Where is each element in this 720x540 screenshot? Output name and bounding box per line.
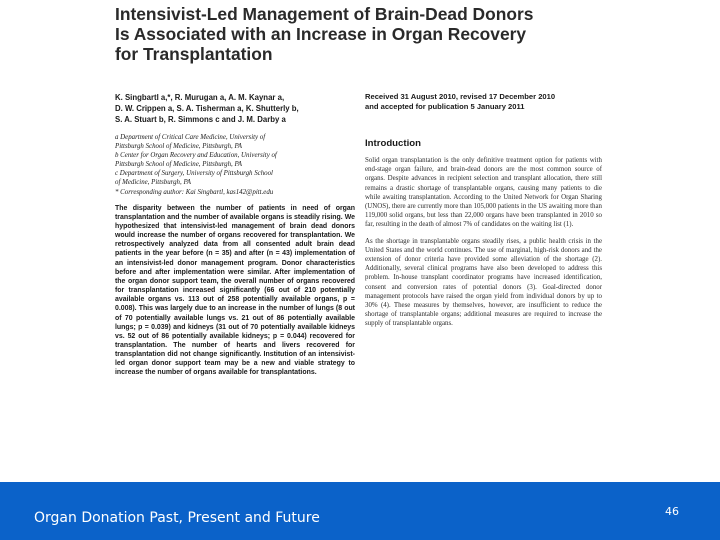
title-line: Is Associated with an Increase in Organ Recovery <box>115 24 527 44</box>
author-list <box>115 92 355 125</box>
author-line: K. Singbartl a,*, R. Murugan a, A. M. Kaynar a, <box>115 93 285 102</box>
introduction-heading: Introduction <box>365 138 421 149</box>
footer-title: Organ Donation Past, Present and Future <box>34 510 320 526</box>
author-line: S. A. Stuart b, R. Simmons c and J. M. Darby a <box>115 115 286 124</box>
affiliation-line: of Medicine, Pittsburgh, PA <box>115 179 191 187</box>
author-line: D. W. Crippen a, S. A. Tisherman a, K. Shutterly b, <box>115 104 299 113</box>
paper-title <box>115 4 595 64</box>
received-dates <box>365 92 602 112</box>
paper-scan <box>108 0 602 482</box>
affiliation-line: Pittsburgh School of Medicine, Pittsburgh, PA <box>115 143 243 151</box>
affiliation-line: a Department of Critical Care Medicine, University of <box>115 134 266 141</box>
affiliations <box>115 133 355 197</box>
title-line: Intensivist-Led Management of Brain-Dead Donors <box>115 4 534 24</box>
affiliation-line: b Center for Organ Recovery and Education, University of <box>115 152 277 160</box>
affiliation-line: * Corresponding author: Kai Singbartl, kas142@pitt.edu <box>115 188 274 196</box>
title-line: for Transplantation <box>115 44 273 64</box>
intro-paragraph: Solid organ transplantation is the only definitive treatment option for patients with end-stage organ failure, and brain-dead donors are the most common source of organs. Despite advances in recipient selection and transplant allocation, there still remains a drastic shortage of transplantable organs, causing many patients to die while awaiting transplantation. According to the United Network for Organ Sharing (UNOS), there are currently more than 105,000 patients in the US awaiting more than 119,000 solid organs, but less than 22,000 organs have been transplanted in 2010 so far, resulting in the death of almost 7% of candidates on the waiting list (1). <box>365 157 602 229</box>
slide-footer <box>0 482 720 540</box>
received-line: Received 31 August 2010, revised 17 December 2010 <box>365 92 556 101</box>
affiliation-line: Pittsburgh School of Medicine, Pittsburgh, PA <box>115 161 243 169</box>
left-column <box>115 92 355 378</box>
slide-number: 46 <box>665 505 679 518</box>
right-column <box>365 92 602 336</box>
intro-paragraph: As the shortage in transplantable organs steadily rises, a public health crisis in the United States and the world continues. The use of marginal, high-risk donors and the extension of donor criteria have provided some alleviation of the shortage (2). Additionally, several clinical programs have also been developed to address this problem. In-house transplant coordinator programs have increased identification, consent and conversion rates of potential donors (3). Goal-directed donor management protocols have raised the organ yield from individual donors by up to 30% (4). These measures by themselves, however, are insufficient to reduce the shortage of transplantable organs; additional measures are required to increase the supply of transplantable organs. <box>365 237 602 328</box>
received-line: and accepted for publication 5 January 2011 <box>365 102 525 111</box>
affiliation-line: c Department of Surgery, University of Pittsburgh School <box>115 170 273 178</box>
abstract: The disparity between the number of patients in need of organ transplantation and the number of available organs is steadily rising. We hypothesized that intensivist-led management of brain dead donors would increase the number of organs recovered for transplantation. We retrospectively analyzed data from all consented adult brain dead patients in the year before (n = 35) and after (n = 43) implementation of an intensivist-led donor management program. Donor characteristics before and after implementation were similar. After implementation of the organ donor support team, the overall number of organs recovered for transplantation increased significantly (66 out of 210 potentially available organs vs. 113 out of 258 potentially available organs, p = 0.008). This was largely due to an increase in the number of lungs (8 out of 70 potentially available lungs vs. 21 out of 86 potentially available lungs; p = 0.039) and kidneys (31 out of 70 potentially available kidneys vs. 52 out of 86 potentially available kidneys; p = 0.044) recovered for transplantation. The number of hearts and livers recovered for transplantation did not change significantly. Institution of an intensivist-led organ donor support team may be a new and viable strategy to increase the number of organs available for transplantations. <box>115 204 355 377</box>
